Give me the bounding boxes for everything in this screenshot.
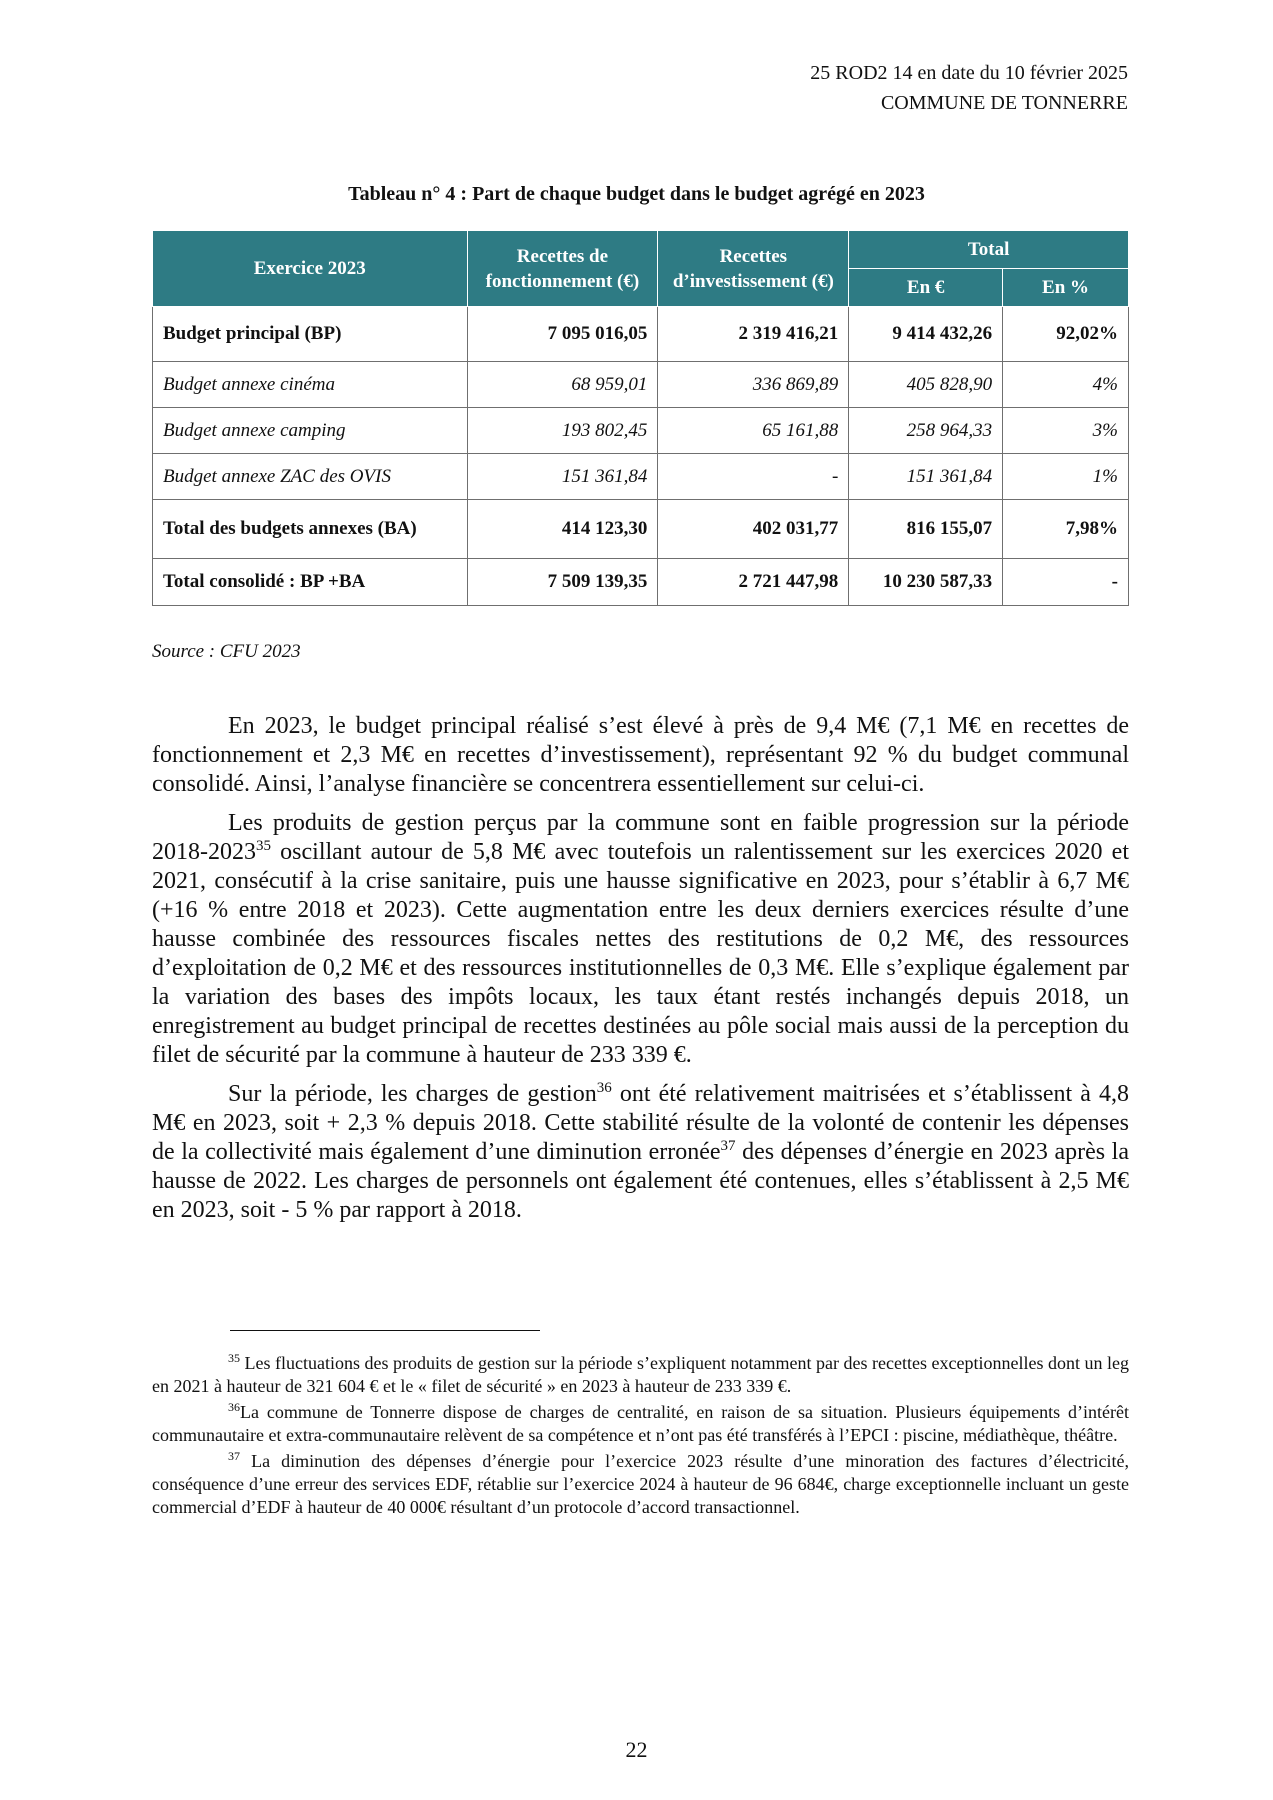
paragraph-produits-gestion: Les produits de gestion perçus par la commune sont en faible progression sur la période 2018-2023$^{35}$ oscillant autour de 5,8 M€ avec toutefois un ralentissement sur les exercices 2020 et 2021, consécutif à la crise sanitaire, puis une hausse significative en 2023, pour s’établir à 6,7 M€ (+16 % entre 2018 et 2023). Cette augmentation entre les deux derniers exercices résulte d’une hausse combinée des ressources fiscales nettes des restitutions de 0,2 M€, des ressources d’exploitation de 0,2 M€ et des ressources institutionnelles de 0,3 M€. Elle s’explique également par la variation des bases des impôts locaux, les taux étant restés inchangés depuis 2018, un enregistrement au budget principal de recettes destinées au pôle social mais aussi de la perception du filet de sécurité par la commune à hauteur de 233 339 €. (152, 810, 1129, 1068)
table-row (153, 500, 1129, 559)
cell-total-euro: 9 414 432,26 (849, 307, 1003, 362)
cell-total-euro: 816 155,07 (849, 500, 1003, 559)
row-label: Total des budgets annexes (BA) (153, 500, 468, 559)
table-row (153, 454, 1129, 500)
cell-fonctionnement: 7 095 016,05 (467, 307, 658, 362)
table-title: Tableau n° 4 : Part de chaque budget dans le budget agrégé en 2023 (348, 183, 925, 205)
cell-total-euro: 258 964,33 (849, 408, 1003, 454)
footnotes (152, 1352, 1129, 1522)
row-label: Budget principal (BP) (153, 307, 468, 362)
body-text (152, 712, 1129, 1235)
footnote-ref-35[interactable]: 35 (256, 838, 271, 854)
cell-investissement: 65 161,88 (658, 408, 849, 454)
cell-total-pct: 1% (1003, 454, 1129, 500)
header-total-euro: En € (849, 269, 1003, 307)
footnote-ref-36[interactable]: 36 (596, 1080, 612, 1096)
table-row (153, 307, 1129, 362)
header-exercice: Exercice 2023 (153, 231, 468, 307)
cell-investissement: - (658, 454, 849, 500)
cell-total-euro: 151 361,84 (849, 454, 1003, 500)
footnote-ref-37[interactable]: 37 (720, 1138, 736, 1154)
row-label: Budget annexe camping (153, 408, 468, 454)
table-row (153, 408, 1129, 454)
paragraph-charges-gestion: Sur la période, les charges de gestion$^{36}$ ont été relativement maitrisées et s’établissent à 4,8 M€ en 2023, soit + 2,3 % depuis 2018. Cette stabilité résulte de la volonté de contenir les dépenses de la collectivité mais également d’une diminution erronée$^{37}$ des dépenses d’énergie en 2023 après la hausse de 2022. Les charges de personnels ont également été contenues, elles s’établissent à 2,5 M€ en 2023, soit - 5 % par rapport à 2018. (152, 1080, 1130, 1223)
footnote-35: $^{35}$ Les fluctuations des produits de gestion sur la période s’expliquent notamment par des recettes exceptionnelles dont un leg en 2021 à hauteur de 321 604 € et le « filet de sécurité » en 2023 à hauteur de 233 339 €. (152, 1351, 1129, 1396)
paragraph-budget-principal: En 2023, le budget principal réalisé s’est élevé à près de 9,4 M€ (7,1 M€ en recettes de fonctionnement et 2,3 M€ en recettes d’investissement), représentant 92 % du budget communal consolidé. Ainsi, l’analyse financière se concentrera essentiellement sur celui-ci. (152, 713, 1129, 797)
table-source: Source : CFU 2023 (152, 641, 301, 662)
page-header (810, 58, 1128, 118)
table-row (153, 362, 1129, 408)
cell-investissement: 2 721 447,98 (658, 559, 849, 606)
cell-fonctionnement: 193 802,45 (467, 408, 658, 454)
page-number: 22 (625, 1737, 648, 1762)
budget-table (152, 230, 1129, 606)
header-total: Total (849, 231, 1129, 269)
commune-name: COMMUNE DE TONNERRE (880, 92, 1128, 114)
cell-fonctionnement: 68 959,01 (467, 362, 658, 408)
header-recettes-fonctionnement: Recettes de fonctionnement (€) (467, 231, 658, 307)
cell-total-pct: 3% (1003, 408, 1129, 454)
cell-fonctionnement: 414 123,30 (467, 500, 658, 559)
footnote-36: $^{36}$La commune de Tonnerre dispose de charges de centralité, en raison de sa situation. Plusieurs équipements d’intérêt communautaire et extra-communautaire relèvent de sa compétence et n’ont pas été transférés à l’EPCI : piscine, médiathèque, théâtre. (152, 1400, 1129, 1445)
cell-total-euro: 10 230 587,33 (849, 559, 1003, 606)
row-label: Budget annexe ZAC des OVIS (153, 454, 468, 500)
cell-fonctionnement: 151 361,84 (467, 454, 658, 500)
cell-total-pct: - (1003, 559, 1129, 606)
footnote-separator (230, 1330, 540, 1331)
table-row (153, 559, 1129, 606)
row-label: Budget annexe cinéma (153, 362, 468, 408)
cell-fonctionnement: 7 509 139,35 (467, 559, 658, 606)
cell-investissement: 2 319 416,21 (658, 307, 849, 362)
document-reference: 25 ROD2 14 en date du 10 février 2025 (810, 62, 1128, 84)
row-label: Total consolidé : BP +BA (153, 559, 468, 606)
cell-total-pct: 7,98% (1003, 500, 1129, 559)
cell-investissement: 402 031,77 (658, 500, 849, 559)
cell-total-euro: 405 828,90 (849, 362, 1003, 408)
header-total-pct: En % (1003, 269, 1129, 307)
cell-investissement: 336 869,89 (658, 362, 849, 408)
header-recettes-investissement: Recettes d’investissement (€) (658, 231, 849, 307)
cell-total-pct: 4% (1003, 362, 1129, 408)
cell-total-pct: 92,02% (1003, 307, 1129, 362)
footnote-37: $^{37}$ La diminution des dépenses d’énergie pour l’exercice 2023 résulte d’une minoration des factures d’électricité, conséquence d’une erreur des services EDF, rétablie sur l’exercice 2024 à hauteur de 96 684€, charge exceptionnelle incluant un geste commercial d’EDF à hauteur de 40 000€ résultant d’un protocole d’accord transactionnel. (152, 1449, 1129, 1517)
